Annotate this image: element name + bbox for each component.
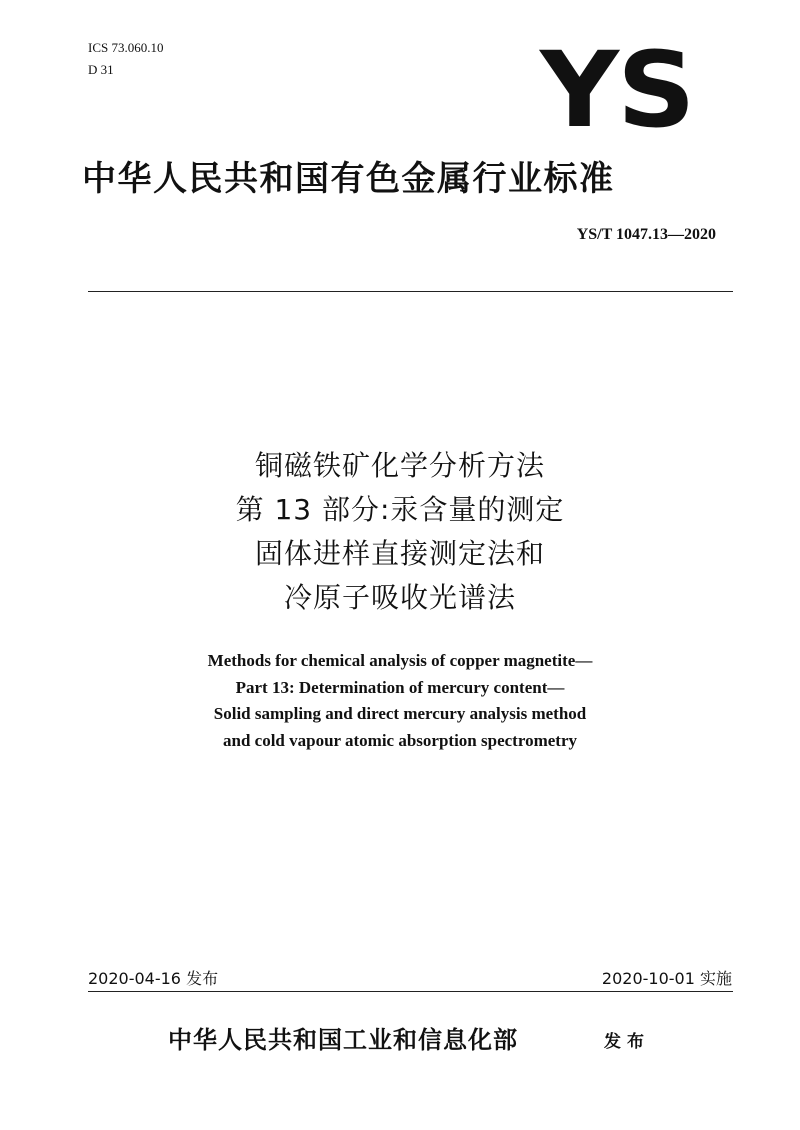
chinese-title — [0, 444, 800, 620]
implementation-date: 2020-10-01 实施 — [601, 969, 732, 988]
english-title-line: Solid sampling and direct mercury analysis method — [213, 704, 587, 723]
standard-number: YS/T 1047.13—2020 — [576, 226, 716, 243]
ys-logo: YS — [540, 29, 694, 151]
ics-code: ICS 73.060.10 — [88, 40, 164, 55]
chinese-title-line: 固体进样直接测定法和 — [254, 537, 545, 570]
issuing-authority: 中华人民共和国工业和信息化部 — [168, 1025, 518, 1054]
issue-date: 2020-04-16 发布 — [88, 969, 219, 988]
english-title-line: Part 13: Determination of mercury content— — [235, 677, 565, 697]
english-title-line: and cold vapour atomic absorption spectrometry — [222, 730, 577, 750]
chinese-title-line: 铜磁铁矿化学分析方法 — [254, 449, 545, 482]
standard-category: 中华人民共和国有色金属行业标准 — [82, 159, 615, 199]
top-divider — [88, 291, 733, 292]
chinese-title-line: 冷原子吸收光谱法 — [283, 581, 516, 614]
english-title — [0, 648, 800, 754]
classification-code: D 31 — [88, 62, 114, 77]
chinese-title-line: 第 13 部分:汞含量的测定 — [235, 493, 565, 526]
bottom-divider — [88, 991, 733, 992]
english-title-line: Methods for chemical analysis of copper magnetite— — [207, 651, 593, 670]
issue-label: 发布 — [604, 1032, 650, 1052]
